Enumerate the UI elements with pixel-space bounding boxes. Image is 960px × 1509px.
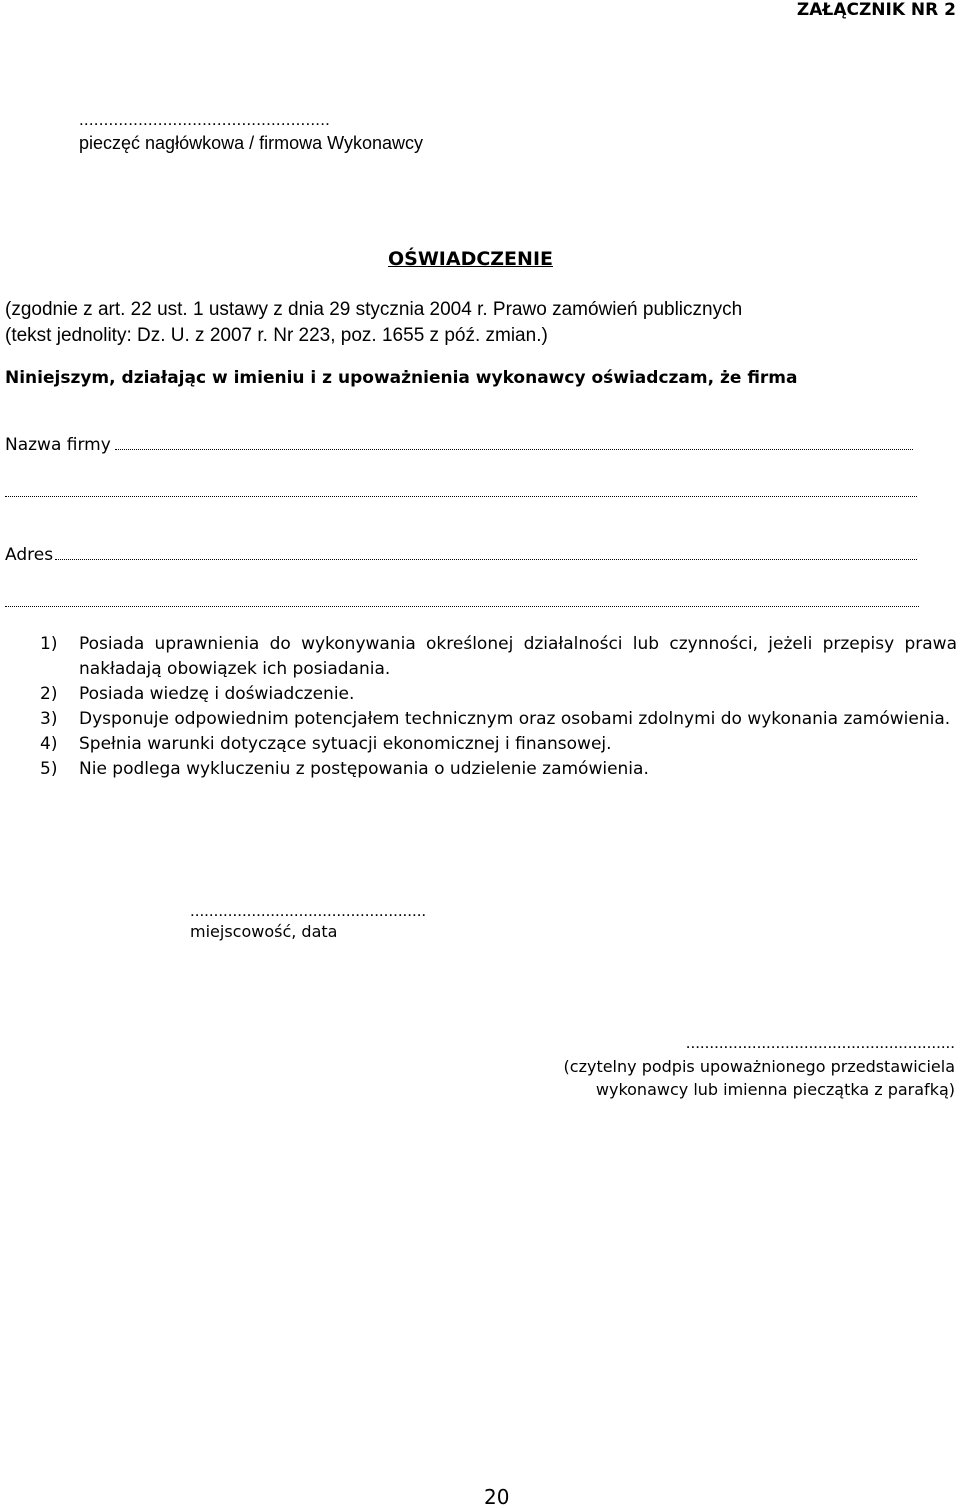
place-date-label: miejscowość, data: [190, 922, 338, 941]
address-dotted-line: [55, 558, 917, 560]
stamp-dotted-line: ...................................................: [79, 110, 331, 129]
condition-text: Nie podlega wykluczeniu z postępowania o udzielenie zamówienia.: [79, 759, 649, 779]
condition-item: [40, 682, 957, 707]
signature-caption: [564, 1055, 955, 1101]
condition-text: Posiada wiedzę i doświadczenie.: [79, 684, 355, 704]
legal-basis-line-1: (zgodnie z art. 22 ust. 1 ustawy z dnia 29 stycznia 2004 r. Prawo zamówień publicznych: [5, 299, 743, 320]
company-name-dotted-line-2: [5, 495, 917, 497]
condition-number: 4): [40, 734, 58, 754]
address-field[interactable]: [5, 545, 920, 565]
address-dotted-line-2: [5, 605, 919, 607]
address-field-continuation[interactable]: [5, 592, 920, 612]
place-date-dotted-line: ..................................................: [190, 901, 427, 920]
condition-text: Dysponuje odpowiednim potencjałem technicznym oraz osobami zdolnymi do wykonania zamówienia.: [79, 709, 951, 729]
page-number: 20: [484, 1485, 510, 1509]
condition-number: 3): [40, 709, 58, 729]
condition-text: Spełnia warunki dotyczące sytuacji ekonomicznej i finansowej.: [79, 734, 612, 754]
condition-text: Posiada uprawnienia do wykonywania określonej działalności lub czynności, jeżeli przepisy prawa nakładają obowiązek ich posiadania.: [79, 634, 957, 679]
condition-number: 2): [40, 684, 58, 704]
conditions-list: [40, 632, 957, 782]
company-name-dotted-line: [115, 448, 913, 450]
condition-number: 5): [40, 759, 58, 779]
signature-caption-line-2: wykonawcy lub imienna pieczątka z parafką): [595, 1080, 955, 1099]
company-name-field-continuation[interactable]: [5, 482, 920, 502]
company-name-field[interactable]: [5, 435, 920, 455]
condition-item: [40, 732, 957, 757]
attachment-number: ZAŁĄCZNIK NR 2: [796, 0, 956, 20]
document-title: OŚWIADCZENIE: [388, 248, 553, 270]
stamp-label: pieczęć nagłówkowa / firmowa Wykonawcy: [79, 133, 423, 153]
address-label: Adres: [5, 545, 54, 565]
legal-basis-line-2: (tekst jednolity: Dz. U. z 2007 r. Nr 223, poz. 1655 z póź. zmian.): [5, 325, 548, 346]
declaration-intro: Niniejszym, działając w imieniu i z upoważnienia wykonawcy oświadczam, że firma: [5, 368, 798, 388]
condition-item: [40, 707, 957, 732]
condition-item: [40, 757, 957, 782]
condition-number: 1): [40, 634, 58, 654]
company-name-label: Nazwa firmy: [5, 435, 111, 455]
condition-item: [40, 632, 957, 682]
signature-dotted-line: .........................................................: [685, 1033, 955, 1052]
signature-caption-line-1: (czytelny podpis upoważnionego przedstawiciela: [563, 1057, 955, 1076]
